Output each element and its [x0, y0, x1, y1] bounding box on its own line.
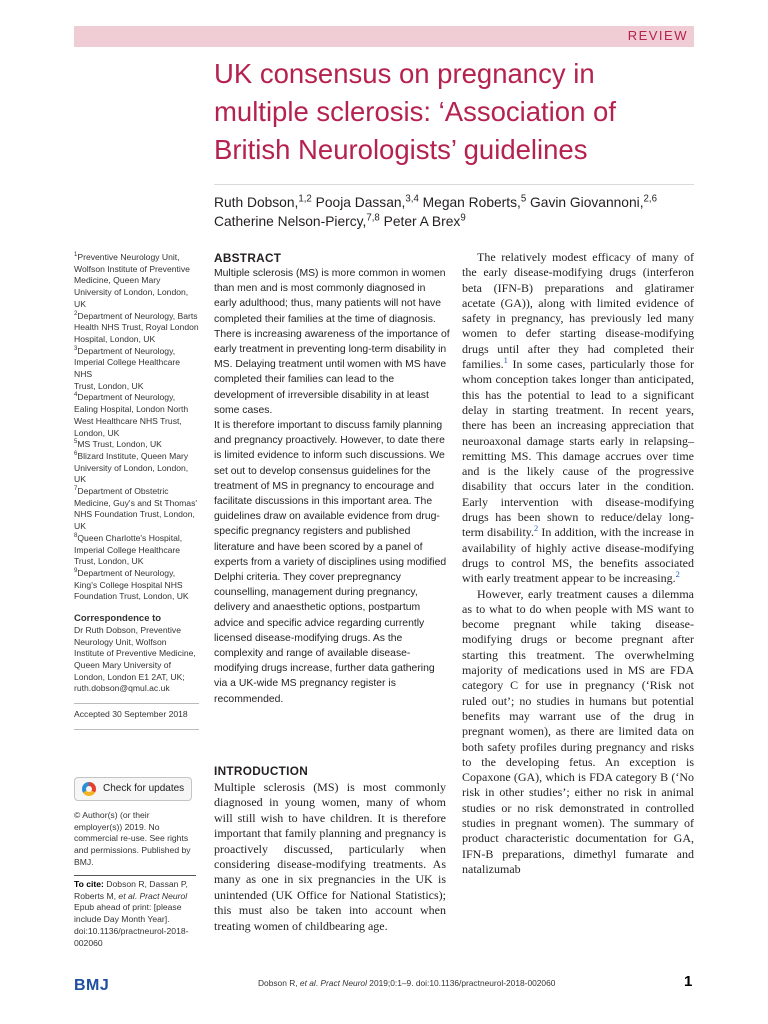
affiliation-text: Blizard Institute, Queen Mary University of London, London, UK [74, 450, 189, 485]
author-affil-ref: 2,6 [643, 193, 657, 205]
copyright-notice: © Author(s) (or their employer(s)) 2019. No commercial re-use. See rights and permissions. Published by BMJ. [74, 810, 191, 867]
author-name: Gavin Giovannoni, [526, 195, 644, 210]
affiliation-text: Preventive Neurology Unit, Wolfson Institute of Preventive Medicine, Queen Mary University of London, London, UK [74, 252, 190, 309]
affiliation-number: 7 [74, 486, 78, 493]
body-paragraph [462, 250, 694, 587]
author-name: Peter A Brex [379, 214, 461, 229]
title-line: British Neurologists’ guidelines [214, 134, 588, 165]
affiliation [74, 439, 199, 451]
affiliation [74, 451, 199, 486]
crossmark-icon [82, 782, 96, 796]
author-name: Ruth Dobson, [214, 195, 299, 210]
affiliation-number: 2 [74, 310, 78, 317]
author-name: Pooja Dassan, [311, 195, 406, 210]
abstract-heading: ABSTRACT [214, 251, 282, 265]
affiliation [74, 486, 199, 533]
introduction-paragraph: Multiple sclerosis (MS) is most commonly diagnosed in young women, many of whom will still wish to have children. It is therefore important that family planning and pregnancy is proactively discussed, particularly when considering disease-modifying treatments. As many as one in six pregnancies in the UK is unintended (UK Office for National Statistics); this must also be taken into account when treating women of childbearing age. [214, 780, 446, 933]
author-name: Megan Roberts, [418, 195, 521, 210]
affiliation [74, 568, 199, 603]
author-affil-ref: 3,4 [405, 193, 419, 205]
author-line [214, 193, 714, 212]
body-column-right [462, 250, 694, 877]
section-banner [74, 26, 694, 47]
article-title [214, 55, 694, 169]
affiliation [74, 346, 199, 393]
cite-journal: Pract Neurol [139, 890, 188, 901]
author-list [214, 193, 714, 231]
introduction-heading: INTRODUCTION [214, 764, 309, 778]
affiliation-text: Department of Neurology, King's College Hospital NHS Foundation Trust, London, UK [74, 567, 189, 602]
affiliation-number: 8 [74, 533, 78, 540]
page-number: 1 [684, 973, 693, 990]
accepted-date: Accepted 30 September 2018 [74, 709, 188, 720]
title-line: UK consensus on pregnancy in [214, 58, 595, 89]
author-name: Catherine Nelson-Piercy, [214, 214, 367, 229]
sidebar-divider [74, 703, 199, 704]
footer-cite-etal: et al [299, 978, 316, 988]
body-text: The relatively modest efficacy of many of the early disease-modifying drugs (interferon beta (IFN-B) preparations and glatiramer acetate (GA)), along with limited evidence of safety in pregnancy, has previously led many women to defer starting disease-modifying drugs until after they had completed their families. [462, 250, 694, 372]
author-affil-ref: 7,8 [366, 212, 380, 224]
affiliation [74, 252, 199, 311]
body-paragraph: However, early treatment causes a dilemma as to what to do when people with MS want to become pregnant while taking disease-modifying drugs or become pregnant after starting this treatment. The overwhelming majority of medications used in MS are FDA category C for use in pregnancy (‘Risk not ruled out’; no studies in humans but potential benefits may warrant use of the drug in pregnant women), as there are limited data on both safety profiles during pregnancy and risks to the developing fetus. An exception is Copaxone (GA), which is FDA category B (‘No risk in other studies’; either no risk in animal studies or no risk demonstrated in controlled studies in pregnant women). The summary of product characteristic documentation for GA, IFN-B preparations, dimethyl fumarate and natalizumab [462, 586, 694, 876]
cite-label: To cite: [74, 879, 104, 889]
affiliation-number: 9 [74, 568, 78, 575]
affiliation-text: Department of Neurology, Imperial College Healthcare NHS Trust, London, UK [74, 345, 181, 391]
affiliation-number: 3 [74, 345, 78, 352]
correspondence-text: Dr Ruth Dobson, Preventive Neurology Unit, Wolfson Institute of Preventive Medicine, Queen Mary University of London, London E1 2AT, UK; ruth.dobson@qmul.ac.uk [74, 624, 196, 694]
affiliation-text: Department of Neurology, Ealing Hospital, London North West Healthcare NHS Trust, London, UK [74, 392, 189, 438]
footer-citation [258, 978, 555, 988]
affiliation-number: 4 [74, 392, 78, 399]
reference-link[interactable]: 2 [534, 524, 539, 534]
body-text: In addition, with the increase in availability of highly active disease-modifying drugs to control MS, the benefits associated with early treatment appear to be increasing. [462, 525, 694, 586]
footer-cite-text: Dobson R, [258, 978, 300, 988]
citation-box [74, 875, 196, 949]
affiliation-number: 6 [74, 451, 78, 458]
cite-text: . [134, 890, 140, 901]
author-affil-ref: 9 [460, 212, 466, 224]
correspondence-heading: Correspondence to [74, 613, 162, 625]
reference-link[interactable]: 1 [503, 356, 508, 366]
author-line [214, 212, 714, 231]
affiliation [74, 311, 199, 346]
check-for-updates-button[interactable] [74, 777, 192, 801]
affiliation-number: 1 [74, 252, 78, 259]
bmj-logo: BMJ [74, 977, 110, 994]
abstract-paragraph: It is therefore important to discuss family planning and pregnancy proactively. However, to date there is limited evidence to inform such discussions. We set out to develop consensus guidelines for the treatment of MS in pregnancy to encourage and facilitate discussions in this important area. The guidelines draw on available evidence from drug-specific pregnancy registers and published literature and have been scored by a panel of experts from a variety of disciplines using modified Delphi criteria. They cover prepregnancy counselling, management during pregnancy, delivery and anaesthetic options, postpartum advice and specific advice regarding currently licensed disease-modifying drugs. As the complexity and range of available disease-modifying drugs increase, further data gathering via a UK-wide MS pregnancy register is recommended. [214, 420, 447, 705]
author-affil-ref: 1,2 [298, 193, 312, 205]
affiliation-text: MS Trust, London, UK [77, 439, 162, 450]
sidebar [74, 252, 199, 735]
cite-text: Epub ahead of print: [please include Day Month Year]. doi:10.1136/practneurol-2018-002060 [74, 902, 189, 948]
affiliation-text: Queen Charlotte's Hospital, Imperial College Healthcare Trust, London, UK [74, 532, 183, 567]
title-divider [214, 184, 694, 185]
cite-etal: et al [118, 890, 135, 901]
author-affil-ref: 5 [520, 193, 527, 205]
footer-cite-text: 2019;0:1–9. doi:10.1136/practneurol-2018-002060 [366, 978, 556, 988]
affiliation [74, 392, 199, 439]
cite-text: Dobson R, Dassan P, Roberts M, [74, 879, 188, 901]
abstract-body [214, 266, 450, 707]
reference-link[interactable]: 2 [675, 570, 680, 580]
section-label: REVIEW [627, 28, 688, 43]
affiliation-text: Department of Neurology, Barts Health NHS Trust, Royal London Hospital, London, UK [74, 310, 199, 344]
footer-cite-text: . [315, 978, 321, 988]
body-text: In some cases, particularly those for whom conception takes longer than anticipated, this has the potential to lead to a significant delay in starting treatment. In recent years, there has been an increasing appreciation that neuroaxonal damage starts early in relapsing–remitting MS. This damage accrues over time and is the likely cause of the progressive disability that occurs later in the condition. Early intervention with disease-modifying drugs has been shown to reduce/delay long-term disability. [462, 357, 694, 540]
sidebar-divider [74, 729, 199, 730]
affiliation-number: 5 [74, 439, 78, 446]
footer-cite-journal: Pract Neurol [320, 978, 367, 988]
abstract-paragraph: Multiple sclerosis (MS) is more common in women than men and is most commonly diagnosed in early adulthood; thus, many patients will not have completed their families at the time of diagnosis. There is increasing awareness of the importance of early treatment in preventing long-term disability in MS. Delaying treatment until women with MS have completed their families can lead to the development of irreversible disability in at least some cases. [214, 268, 450, 416]
affiliation [74, 533, 199, 568]
affiliation-text: Department of Obstetric Medicine, Guy's and St Thomas' NHS Foundation Trust, London, UK [74, 486, 198, 532]
title-line: multiple sclerosis: ‘Association of [214, 96, 616, 127]
check-for-updates-label: Check for updates [103, 783, 185, 794]
